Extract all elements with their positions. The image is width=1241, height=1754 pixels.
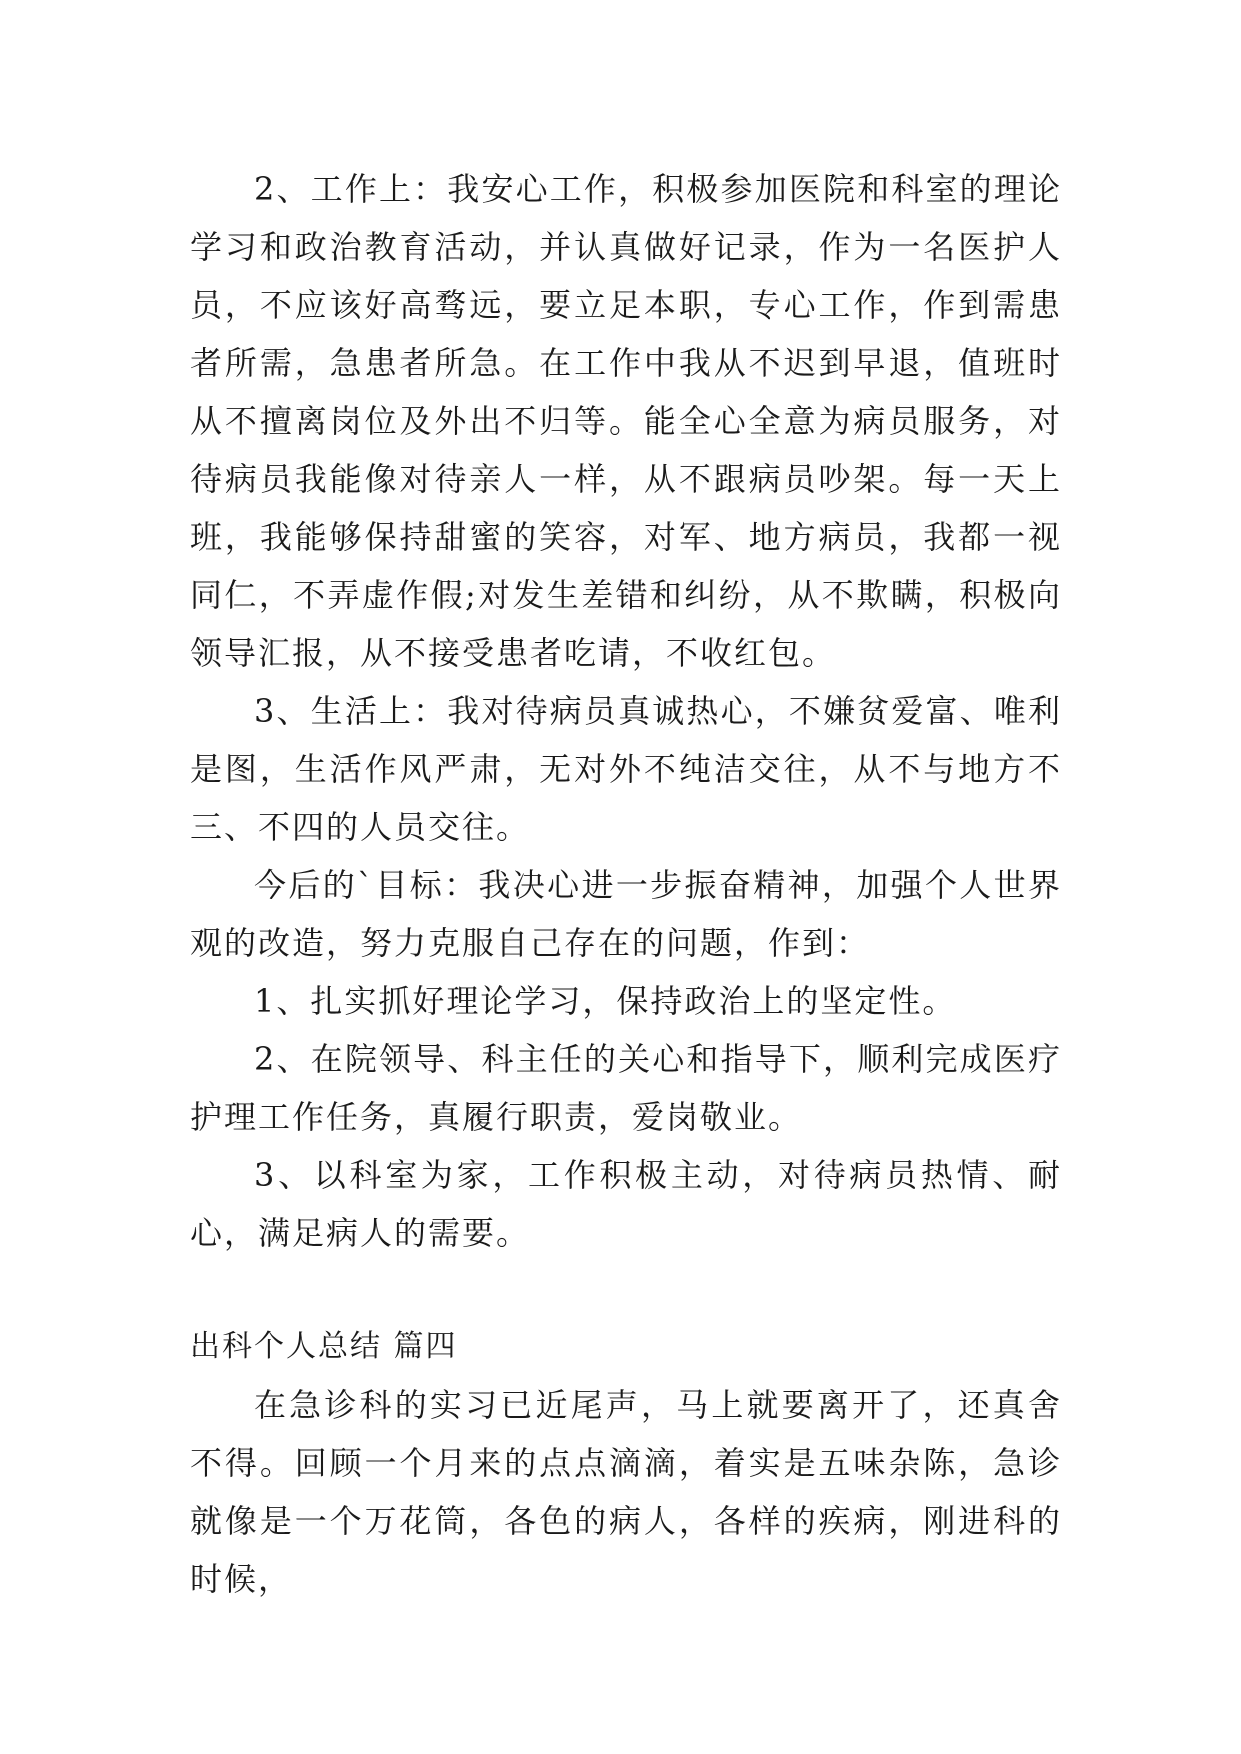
paragraph-goals: 今后的`目标：我决心进一步振奋精神，加强个人世界观的改造，努力克服自己存在的问题，作到： <box>190 866 1062 962</box>
paragraph-goal-3: 3、以科室为家，工作积极主动，对待病员热情、耐心，满足病人的需要。 <box>190 1156 1062 1252</box>
paragraph-intro: 在急诊科的实习已近尾声，马上就要离开了，还真舍不得。回顾一个月来的点点滴滴，着实是五味杂陈，急诊就像是一个万花筒，各色的病人，各样的疾病，刚进科的时候， <box>190 1386 1062 1598</box>
paragraph-work: 2、工作上：我安心工作，积极参加医院和科室的理论学习和政治教育活动，并认真做好记录，作为一名医护人员，不应该好高骛远，要立足本职，专心工作，作到需患者所需，急患者所急。在工作中我从不迟到早退，值班时从不擅离岗位及外出不归等。能全心全意为病员服务，对待病员我能像对待亲人一样，从不跟病员吵架。每一天上班，我能够保持甜蜜的笑容，对军、地方病员，我都一视同仁，不弄虚作假;对发生差错和纠纷，从不欺瞒，积极向领导汇报，从不接受患者吃请，不收红包。 <box>190 170 1062 672</box>
paragraph-goal-2: 2、在院领导、科主任的关心和指导下，顺利完成医疗护理工作任务，真履行职责，爱岗敬业。 <box>190 1040 1062 1136</box>
paragraph-life: 3、生活上：我对待病员真诚热心，不嫌贫爱富、唯利是图，生活作风严肃，无对外不纯洁交往，从不与地方不三、不四的人员交往。 <box>190 692 1062 846</box>
section-heading: 出科个人总结 篇四 <box>190 1329 458 1364</box>
document-page <box>190 160 1062 1608</box>
paragraph-goal-1: 1、扎实抓好理论学习，保持政治上的坚定性。 <box>254 982 957 1020</box>
